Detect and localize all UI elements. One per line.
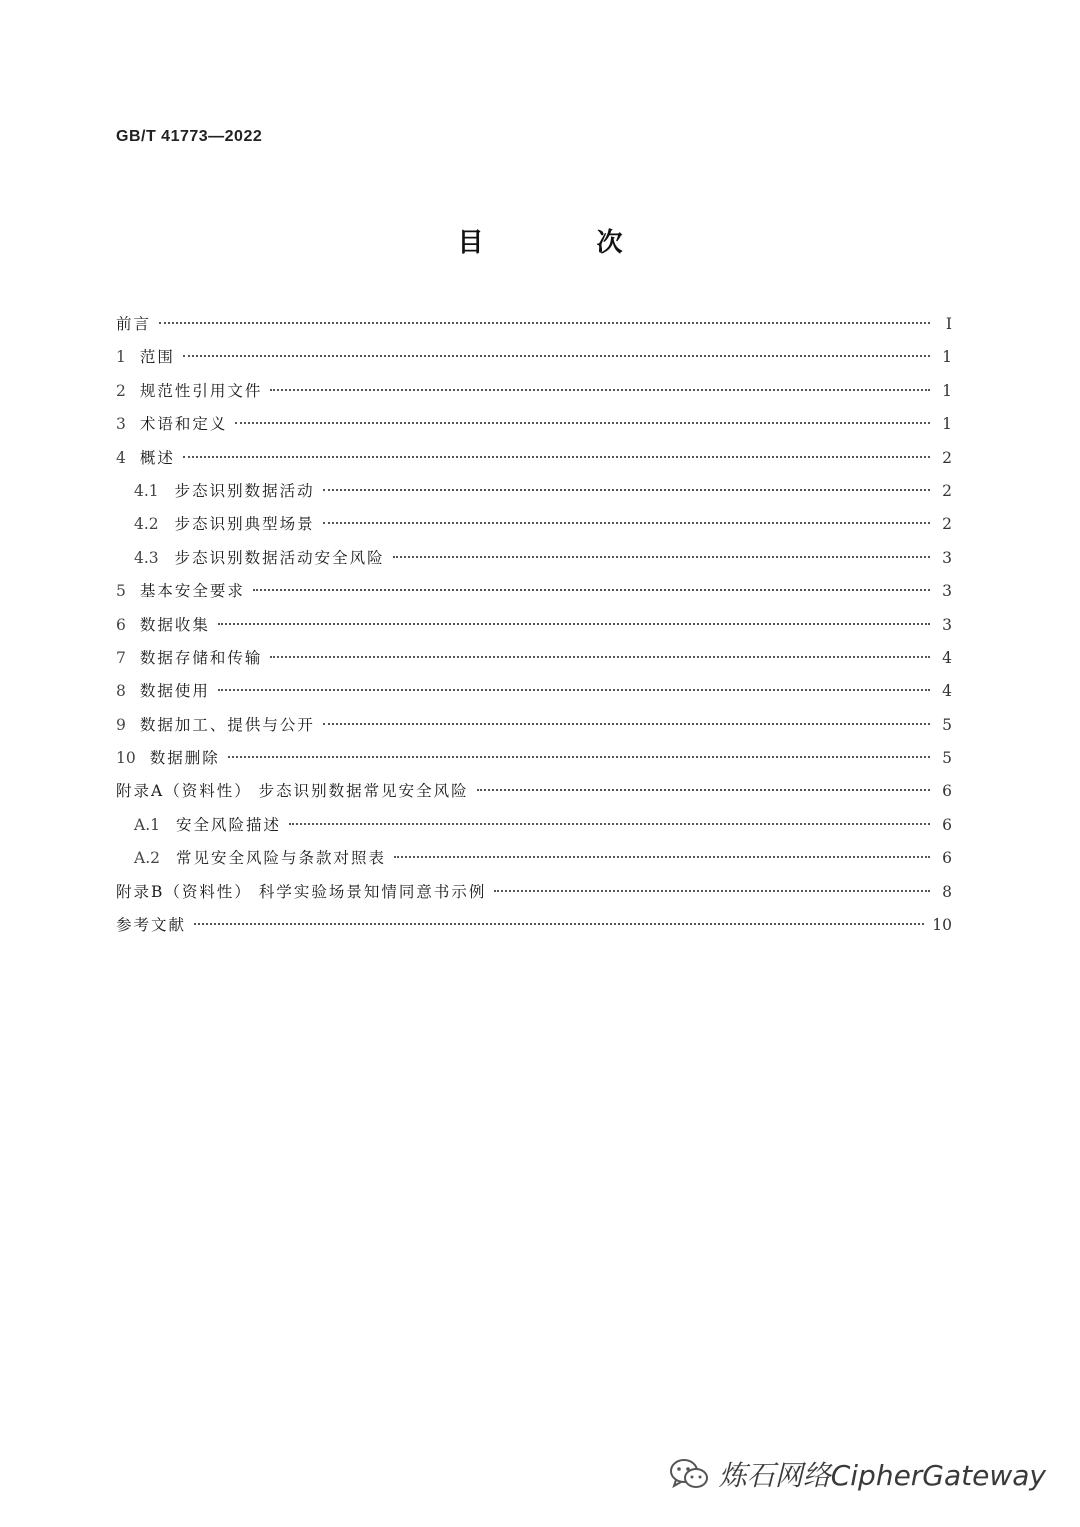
toc-entry-page: 6 bbox=[942, 815, 952, 834]
dot-leader bbox=[494, 889, 930, 892]
toc-entry-number: 8 bbox=[116, 682, 126, 701]
dot-leader bbox=[218, 622, 930, 625]
toc-entry-label: 步态识别典型场景 bbox=[174, 515, 315, 534]
dot-leader bbox=[270, 655, 930, 658]
toc-entry-number: 4.3 bbox=[134, 548, 159, 567]
toc-entry[interactable] bbox=[116, 508, 952, 541]
dot-leader bbox=[323, 722, 930, 725]
toc-entry-page: 4 bbox=[942, 648, 952, 667]
toc-entry-number: A.1 bbox=[134, 815, 160, 834]
toc-entry[interactable] bbox=[116, 842, 952, 875]
toc-entry-label: 常见安全风险与条款对照表 bbox=[175, 849, 386, 868]
toc-entry[interactable] bbox=[116, 675, 952, 708]
watermark-text: 炼石网络CipherGateway bbox=[718, 1459, 1046, 1492]
toc-entry-label: 前言 bbox=[116, 315, 152, 333]
toc-entry-page: 3 bbox=[942, 582, 952, 601]
toc-entry-page: 5 bbox=[942, 749, 952, 768]
toc-entry-label: 数据删除 bbox=[149, 749, 220, 768]
toc-entry[interactable] bbox=[116, 709, 952, 742]
toc-entry-label: 步态识别数据活动安全风险 bbox=[174, 548, 385, 567]
dot-leader bbox=[323, 521, 930, 524]
toc-entry-page: 2 bbox=[942, 448, 952, 467]
toc-entry-page: 10 bbox=[932, 916, 952, 935]
toc-entry-number: 3 bbox=[116, 415, 126, 434]
dot-leader bbox=[194, 922, 924, 925]
toc-entry-page: 1 bbox=[942, 415, 952, 434]
toc-entry-number: 4 bbox=[116, 448, 126, 467]
toc-entry-label: 数据使用 bbox=[139, 682, 210, 701]
toc-entry-number: 5 bbox=[116, 582, 126, 601]
toc-entry-label: 步态识别数据活动 bbox=[174, 481, 315, 500]
toc-entry[interactable] bbox=[116, 375, 952, 408]
toc-entry-label: 范围 bbox=[139, 348, 175, 367]
dot-leader bbox=[323, 488, 930, 491]
dot-leader bbox=[218, 688, 930, 691]
standard-code: GB/T 41773—2022 bbox=[116, 128, 263, 145]
dot-leader bbox=[393, 555, 930, 558]
toc-entry-page: 6 bbox=[942, 782, 952, 801]
toc-entry[interactable] bbox=[116, 442, 952, 475]
toc-entry-label: 数据收集 bbox=[139, 615, 210, 634]
toc-entry[interactable] bbox=[116, 642, 952, 675]
table-of-contents bbox=[116, 308, 952, 942]
toc-entry-label: 附录B（资料性） 科学实验场景知情同意书示例 bbox=[116, 882, 487, 901]
toc-entry[interactable] bbox=[116, 909, 952, 942]
dot-leader bbox=[289, 822, 930, 825]
toc-entry[interactable] bbox=[116, 542, 952, 575]
toc-entry-label: 安全风险描述 bbox=[175, 815, 281, 834]
toc-entry-number: 2 bbox=[116, 381, 126, 400]
toc-entry-number: 4.1 bbox=[134, 481, 159, 500]
toc-entry[interactable] bbox=[116, 341, 952, 374]
toc-entry-number: 10 bbox=[116, 749, 136, 768]
toc-entry[interactable] bbox=[116, 408, 952, 441]
toc-entry[interactable] bbox=[116, 609, 952, 642]
toc-entry[interactable] bbox=[116, 775, 952, 808]
dot-leader bbox=[253, 588, 930, 591]
dot-leader bbox=[183, 354, 930, 357]
dot-leader bbox=[228, 755, 930, 758]
toc-entry-number: 6 bbox=[116, 615, 126, 634]
toc-entry-label: 附录A（资料性） 步态识别数据常见安全风险 bbox=[116, 782, 469, 801]
toc-entry-page: 1 bbox=[942, 348, 952, 367]
toc-entry-page: 6 bbox=[942, 849, 952, 868]
toc-entry-page: 2 bbox=[942, 515, 952, 534]
toc-entry[interactable] bbox=[116, 575, 952, 608]
wechat-icon bbox=[669, 1457, 709, 1491]
dot-leader bbox=[270, 388, 930, 391]
toc-entry-page: 3 bbox=[942, 615, 952, 634]
dot-leader bbox=[394, 855, 930, 858]
toc-entry-page: 1 bbox=[942, 381, 952, 400]
toc-entry-label: 概述 bbox=[139, 448, 175, 467]
toc-entry-number: 1 bbox=[116, 348, 126, 367]
dot-leader bbox=[183, 455, 930, 458]
toc-entry-label: 数据存储和传输 bbox=[139, 648, 263, 667]
toc-entry-label: 数据加工、提供与公开 bbox=[139, 715, 315, 734]
toc-entry-page: 2 bbox=[942, 481, 952, 500]
dot-leader bbox=[477, 788, 930, 791]
toc-entry-number: A.2 bbox=[134, 849, 160, 868]
toc-entry-number: 7 bbox=[116, 648, 126, 667]
toc-entry-label: 术语和定义 bbox=[139, 415, 228, 434]
toc-entry-label: 基本安全要求 bbox=[139, 582, 245, 601]
toc-title: 目 次 bbox=[457, 228, 675, 258]
toc-entry-page: 4 bbox=[942, 682, 952, 701]
toc-entry-page: 8 bbox=[942, 882, 952, 901]
watermark bbox=[669, 1454, 1046, 1494]
dot-leader bbox=[159, 321, 930, 324]
toc-entry-page: 3 bbox=[942, 548, 952, 567]
toc-entry-number: 4.2 bbox=[134, 515, 159, 534]
toc-entry-label: 参考文献 bbox=[116, 916, 187, 935]
toc-entry-number: 9 bbox=[116, 715, 126, 734]
toc-entry-label: 规范性引用文件 bbox=[139, 381, 263, 400]
toc-entry-page: 5 bbox=[942, 715, 952, 734]
toc-entry-page: I bbox=[945, 315, 952, 333]
toc-entry[interactable] bbox=[116, 742, 952, 775]
toc-entry[interactable] bbox=[116, 475, 952, 508]
toc-entry[interactable] bbox=[116, 876, 952, 909]
dot-leader bbox=[235, 421, 930, 424]
toc-entry[interactable] bbox=[116, 809, 952, 842]
toc-entry[interactable] bbox=[116, 308, 952, 341]
